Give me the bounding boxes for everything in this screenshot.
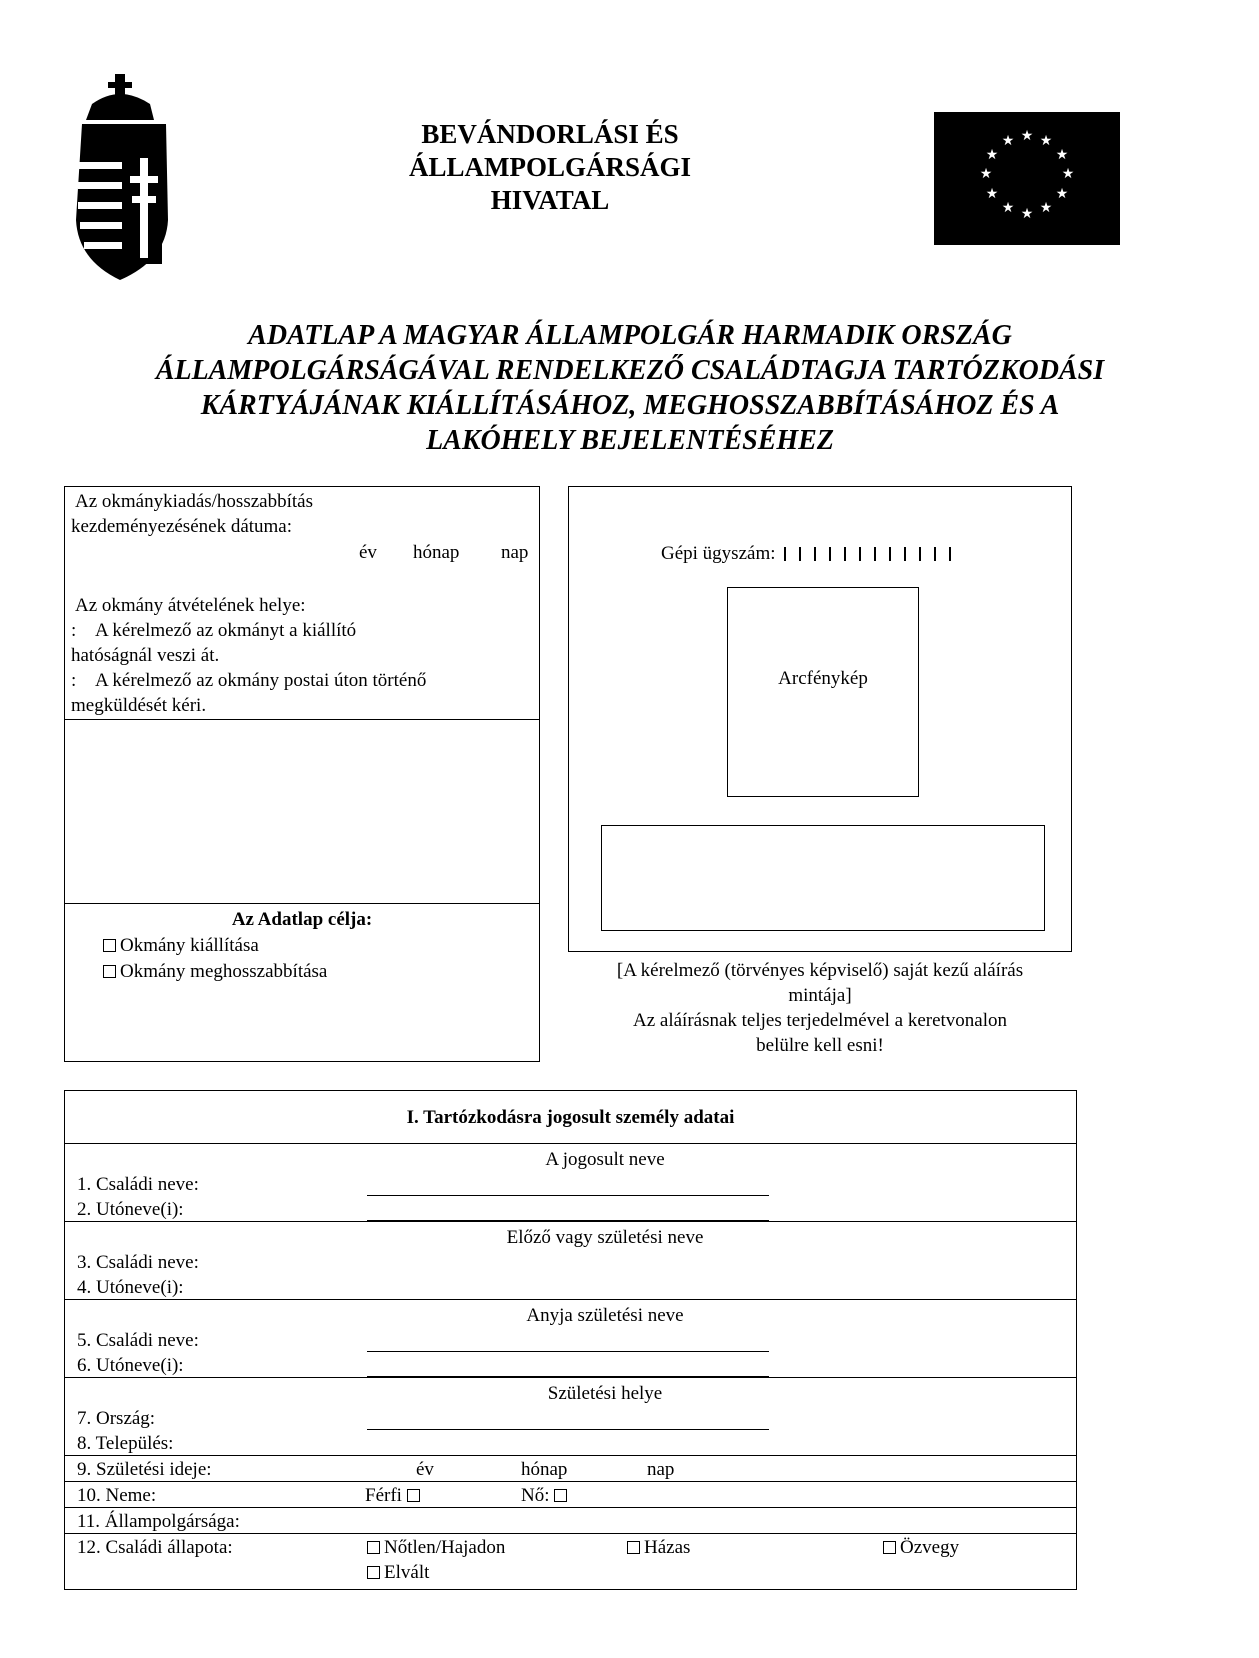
office-line-1: BEVÁNDORLÁSI ÉS <box>421 119 679 149</box>
field-4-label: 4. Utóneve(i): <box>77 1277 184 1298</box>
checkbox[interactable] <box>407 1489 420 1502</box>
eu-flag-icon <box>934 112 1120 245</box>
checkbox[interactable] <box>367 1541 380 1554</box>
purpose-issue-label: Okmány kiállítása <box>120 935 259 956</box>
field-11-label: 11. Állampolgársága: <box>77 1511 240 1532</box>
svg-text:★: ★ <box>1020 206 1034 222</box>
status-divorced-option[interactable] <box>367 1560 429 1585</box>
previous-name-header: Előző vagy születési neve <box>506 1227 704 1248</box>
divider <box>65 1221 1076 1222</box>
svg-text:★: ★ <box>1061 166 1075 182</box>
checkbox[interactable] <box>367 1566 380 1579</box>
field-1-input[interactable] <box>367 1195 769 1196</box>
svg-text:★: ★ <box>985 186 999 202</box>
left-office-box <box>64 486 540 1062</box>
svg-text:★: ★ <box>1020 128 1034 144</box>
field-6-label: 6. Utóneve(i): <box>77 1355 184 1376</box>
right-photo-box <box>568 486 1072 952</box>
birth-month: hónap <box>521 1459 568 1480</box>
status-married-label: Házas <box>644 1537 691 1558</box>
field-9-label: 9. Születési ideje: <box>77 1459 212 1480</box>
form-title-line-1: ADATLAP A MAGYAR ÁLLAMPOLGÁR HARMADIK ORSZÁG <box>248 320 1012 351</box>
pickup-option-1[interactable]: : A kérelmező az okmányt a kiállító <box>71 620 357 641</box>
office-line-3: HIVATAL <box>490 185 610 215</box>
divider <box>65 1143 1076 1144</box>
svg-text:★: ★ <box>1001 133 1015 149</box>
pickup-option-1-cont: hatóságnál veszi át. <box>71 645 220 666</box>
field-7-input[interactable] <box>367 1429 769 1430</box>
signature-caption-line-4: belülre kell esni! <box>756 1035 884 1056</box>
field-1-label: 1. Családi neve: <box>77 1174 199 1195</box>
field-3-label: 3. Családi neve: <box>77 1252 199 1273</box>
svg-text:★: ★ <box>1055 147 1069 163</box>
form-title-line-2: ÁLLAMPOLGÁRSÁGÁVAL RENDELKEZŐ CSALÁDTAGJA TARTÓZKODÁSI <box>155 355 1105 386</box>
photo-label: Arcfénykép <box>778 668 868 689</box>
status-single-option[interactable] <box>367 1535 505 1560</box>
purpose-issue-option[interactable] <box>103 933 259 958</box>
checkbox[interactable] <box>103 965 116 978</box>
field-7-label: 7. Ország: <box>77 1408 156 1429</box>
initiation-month: hónap <box>413 542 460 563</box>
divider <box>65 1299 1076 1300</box>
field-5-label: 5. Családi neve: <box>77 1330 199 1351</box>
signature-caption <box>568 958 1072 1058</box>
status-married-option[interactable] <box>627 1535 690 1560</box>
signature-caption-line-2: mintája] <box>788 985 852 1006</box>
mother-name-header: Anyja születési neve <box>526 1305 684 1326</box>
sex-female-option[interactable] <box>521 1483 571 1508</box>
photo-frame <box>727 587 919 797</box>
signature-caption-line-1: [A kérelmező (törvényes képviselő) saját kezű aláírás <box>616 960 1024 981</box>
divider <box>65 719 539 720</box>
form-title-line-3: KÁRTYÁJÁNAK KIÁLLÍTÁSÁHOZ, MEGHOSSZABBÍTÁSÁHOZ ÉS A <box>200 390 1060 421</box>
pickup-option-1-text: A kérelmező az okmányt a kiállító <box>95 620 357 641</box>
initiation-year: év <box>359 542 377 563</box>
checkbox[interactable] <box>627 1541 640 1554</box>
section-1-table <box>64 1090 1077 1590</box>
form-title-line-4: LAKÓHELY BEJELENTÉSÉHEZ <box>426 425 834 456</box>
purpose-title: Az Adatlap célja: <box>231 909 373 930</box>
birth-year: év <box>416 1459 434 1480</box>
pickup-option-2-cont: megküldését kéri. <box>71 695 207 716</box>
svg-text:★: ★ <box>979 166 993 182</box>
divider <box>65 1455 1076 1456</box>
initiation-label-2: kezdeményezésének dátuma: <box>71 516 293 537</box>
divider <box>65 1377 1076 1378</box>
svg-text:★: ★ <box>1039 200 1053 216</box>
sex-male-option[interactable] <box>365 1483 424 1508</box>
pickup-label: Az okmány átvételének helye: <box>75 595 306 616</box>
status-divorced-label: Elvált <box>384 1562 430 1583</box>
sex-female-label: Nő: <box>521 1485 550 1506</box>
field-12-label: 12. Családi állapota: <box>77 1537 233 1558</box>
sex-male-label: Férfi <box>365 1485 402 1506</box>
purpose-extend-label: Okmány meghosszabbítása <box>120 961 328 982</box>
field-8-label: 8. Település: <box>77 1433 174 1454</box>
name-header: A jogosult neve <box>545 1149 665 1170</box>
case-number <box>661 541 964 566</box>
field-5-input[interactable] <box>367 1351 769 1352</box>
initiation-day: nap <box>501 542 529 563</box>
divider <box>65 1481 1076 1482</box>
birth-day: nap <box>647 1459 675 1480</box>
status-single-label: Nőtlen/Hajadon <box>384 1537 506 1558</box>
pickup-option-2-text: A kérelmező az okmány postai úton történő <box>95 670 427 691</box>
case-number-label: Gépi ügyszám: <box>661 543 776 564</box>
svg-text:★: ★ <box>1001 200 1015 216</box>
svg-text:★: ★ <box>985 147 999 163</box>
field-10-label: 10. Neme: <box>77 1485 157 1506</box>
form-title <box>40 318 1220 458</box>
section-1-title: I. Tartózkodásra jogosult személy adatai <box>406 1107 735 1128</box>
status-widowed-label: Özvegy <box>900 1537 960 1558</box>
checkbox[interactable] <box>103 939 116 952</box>
office-title <box>330 118 770 217</box>
purpose-extend-option[interactable] <box>103 959 327 984</box>
case-number-ticks <box>784 543 964 564</box>
office-line-2: ÁLLAMPOLGÁRSÁGI <box>408 152 692 182</box>
divider <box>65 1533 1076 1534</box>
checkbox[interactable] <box>883 1541 896 1554</box>
checkbox[interactable] <box>554 1489 567 1502</box>
divider <box>65 903 539 904</box>
initiation-label-1: Az okmánykiadás/hosszabbítás <box>75 491 313 512</box>
signature-frame[interactable] <box>601 825 1045 931</box>
pickup-option-2[interactable]: : A kérelmező az okmány postai úton történő <box>71 670 427 691</box>
signature-caption-line-3: Az aláírásnak teljes terjedelmével a keretvonalon <box>632 1010 1008 1031</box>
field-2-label: 2. Utóneve(i): <box>77 1199 184 1220</box>
hungarian-coat-of-arms-icon <box>70 70 180 285</box>
svg-text:★: ★ <box>1039 133 1053 149</box>
divider <box>65 1507 1076 1508</box>
birthplace-header: Születési helye <box>547 1383 663 1404</box>
svg-text:★: ★ <box>1055 186 1069 202</box>
status-widowed-option[interactable] <box>883 1535 959 1560</box>
